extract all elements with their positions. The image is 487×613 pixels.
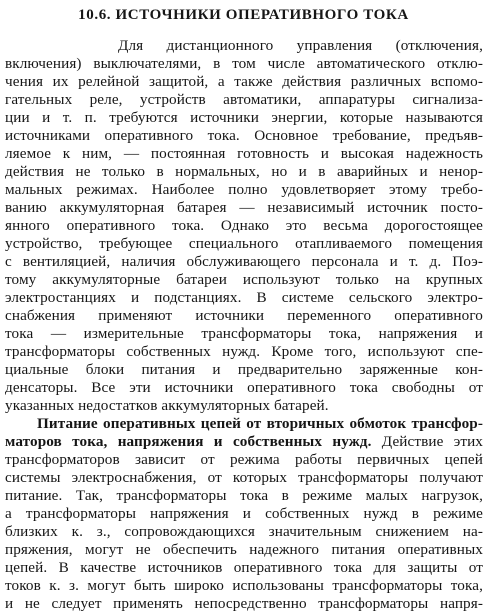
text-line: указанных недостатков аккумуляторных батарей. (5, 397, 329, 414)
paragraph-lead-bold: Питание оперативных цепей от вторичных обмоток трансфор- (37, 415, 483, 432)
text-line: снабжения применяют источники переменного оперативного (5, 307, 483, 324)
text-line: системы электроснабжения, от которых трансформаторы получают (5, 469, 483, 486)
text-line (5, 433, 483, 451)
text-line: ции и т. п. требуются источники энергии, которые называются (5, 109, 483, 126)
text-line: цепей. В качестве источников оперативного тока для защиты от (5, 559, 483, 576)
text-line-rest: Действие этих (381, 433, 483, 450)
text-line: а трансформаторы напряжения и собственных нужд в режиме (5, 505, 483, 522)
text-line: чения их релейной защитой, а также действия различных вспомо- (5, 73, 483, 90)
text-line: питание. Так, трансформаторы тока в режиме малых нагрузок, (5, 487, 483, 504)
text-line: гательных реле, устройств автоматики, аппаратуры сигнализа- (5, 91, 483, 108)
text-line: мальных режимах. Наиболее полно удовлетворяет этому требо- (5, 181, 483, 198)
section-number: 10.6. (78, 7, 112, 23)
text-line: с вентиляцией, наличия обслуживающего персонала и т. д. Поэ- (5, 253, 483, 270)
text-line: токов к. з. могут быть широко использованы трансформаторы тока, (5, 577, 483, 594)
text-line: тому аккумуляторные батареи используют только на крупных (5, 271, 483, 288)
paragraph-lead-bold-end: маторов тока, напряжения и собственных нужд. (5, 433, 372, 450)
text-line: янного оперативного тока. Однако это весьма дорогостоящее (5, 217, 483, 234)
text-line: трансформаторы собственных нужд. Кроме того, используют спе- (5, 343, 483, 360)
text-line: близких к. з., сопровождающихся значительным снижением на- (5, 523, 483, 540)
text-line: источниками оперативного тока. Основное требование, предъяв- (5, 127, 483, 144)
text-line: и не следует применять непосредственно трансформаторы напря- (5, 595, 483, 612)
section-heading (0, 6, 487, 24)
text-line: действия не только в нормальных, но и в аварийных и ненор- (5, 163, 483, 180)
body-text (5, 37, 483, 613)
text-line: пряжения, могут не обеспечить надежного питания оперативных (5, 541, 483, 558)
text-line: ляемое к ним, — постоянная готовность и высокая надежность (5, 145, 483, 162)
section-title: ИСТОЧНИКИ ОПЕРАТИВНОГО ТОКА (115, 7, 409, 23)
text-line: ванию аккумуляторная батарея — независимый источник посто- (5, 199, 483, 216)
text-line: Для дистанционного управления (отключения, (118, 37, 483, 54)
text-line: циальные блоки питания и предварительно заряженные кон- (5, 361, 483, 378)
text-line: тока — измерительные трансформаторы тока, напряжения и (5, 325, 483, 342)
text-line: устройство, требующее специального отапливаемого помещения (5, 235, 483, 252)
text-line: трансформаторов зависит от режима работы первичных цепей (5, 451, 483, 468)
text-line: денсаторы. Все эти источники оперативного тока свободны от (5, 379, 483, 396)
text-line: включения) выключателями, в том числе автоматического отклю- (5, 55, 483, 72)
text-line: электростанциях и подстанциях. В системе сельского электро- (5, 289, 483, 306)
